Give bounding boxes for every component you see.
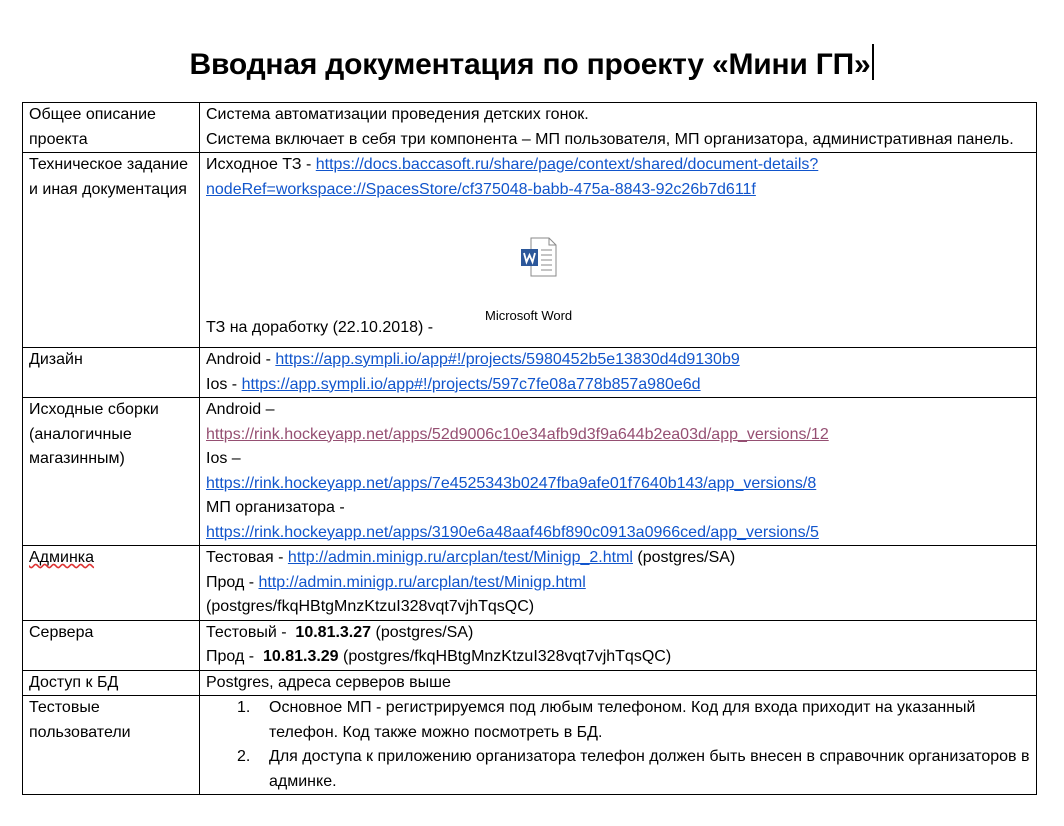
build-android-link[interactable]: https://rink.hockeyapp.net/apps/52d9006c10e34afb9d3f9a644b2ea03d/app_versions/12 — [206, 425, 829, 443]
design-android-link[interactable]: https://app.sympli.io/app#!/projects/5980452b5e13830d4d9130b9 — [275, 351, 740, 368]
row-value-spec — [200, 153, 1037, 348]
documentation-table — [22, 102, 1037, 795]
row-label-admin: Админка — [23, 546, 200, 621]
row-label-general: Общее описание проекта — [23, 103, 200, 153]
row-label-design: Дизайн — [23, 348, 200, 398]
row-label-spec: Техническое задание и иная документация — [23, 153, 200, 348]
spec-link[interactable]: https://docs.baccasoft.ru/share/page/context/shared/document-details?nodeRef=workspace://SpacesStore/cf375048-babb-475a-8843-92c26b7d611f — [206, 156, 819, 198]
build-ios-link[interactable]: https://rink.hockeyapp.net/apps/7e4525343b0247fba9afe01f7640b143/app_versions/8 — [206, 474, 817, 492]
row-value-general — [200, 103, 1037, 153]
document-title: Вводная документация по проекту «Мини ГП» — [0, 44, 1064, 82]
row-label-builds: Исходные сборки (аналогичные магазинным) — [23, 398, 200, 546]
row-value-design: Android - https://app.sympli.io/app#!/projects/5980452b5e13830d4d9130b9 Ios - https://app.sympli.io/app#!/projects/597c7fe08a778b857a980e6d — [200, 348, 1037, 398]
row-label-db: Доступ к БД — [23, 670, 200, 696]
row-value-builds: Android – https://rink.hockeyapp.net/apps/52d9006c10e34afb9d3f9a644b2ea03d/app_versions/12 Ios – https://rink.hockeyapp.net/apps/7e4525343b0247fba9afe01f7640b143/app_versions/8 МП организатора - https://rink.hockeyapp.net/apps/3190e6a48aaf46bf890c0913a0966ced/app_versions/5 — [200, 398, 1037, 546]
table-row — [23, 398, 1037, 546]
test-server-ip: 10.81.3.27 — [295, 623, 372, 641]
list-item: 2. Для доступа к приложению организатора телефон должен быть внесен в справочник организаторов в админке. — [237, 748, 1030, 790]
spec-revision-label: ТЗ на доработку (22.10.2018) - — [206, 319, 434, 336]
row-value-admin: Тестовая - http://admin.minigp.ru/arcplan/test/Minigp_2.html (postgres/SA) Прод - http://admin.minigp.ru/arcplan/test/Minigp.html (postgres/fkqHBtgMnzKtzuI328vqt7vjhTqsQC) — [200, 546, 1037, 621]
list-item: 1. Основное МП - регистрируемся под любым телефоном. Код для входа приходит на указанный телефон. Код также можно посмотреть в БД. — [237, 699, 976, 741]
row-label-servers: Сервера — [23, 620, 200, 670]
admin-prod-credentials: (postgres/fkqHBtgMnzKtzuI328vqt7vjhTqsQC) — [206, 598, 535, 615]
table-row — [23, 348, 1037, 398]
design-ios-link[interactable]: https://app.sympli.io/app#!/projects/597c7fe08a778b857a980e6d — [241, 375, 701, 393]
table-row — [23, 546, 1037, 621]
admin-prod-link[interactable]: http://admin.minigp.ru/arcplan/test/Minigp.html — [258, 573, 586, 591]
text-cursor — [872, 44, 874, 80]
row-value-users — [200, 696, 1037, 795]
table-row — [23, 103, 1037, 153]
row-value-servers: Тестовый - 10.81.3.27 (postgres/SA) Прод - 10.81.3.29 (postgres/fkqHBtgMnzKtzuI328vqt7vjhTqsQC) — [200, 620, 1037, 670]
table-row — [23, 696, 1037, 795]
prod-server-ip: 10.81.3.29 — [262, 648, 339, 665]
table-row — [23, 153, 1037, 348]
word-document-icon[interactable] — [519, 237, 557, 277]
admin-test-link[interactable]: http://admin.minigp.ru/arcplan/test/Minigp_2.html — [287, 549, 633, 566]
table-row — [23, 670, 1037, 696]
general-line-1: Система автоматизации проведения детских гонок. — [206, 106, 589, 123]
spec-prefix: Исходное ТЗ - — [206, 156, 316, 173]
build-organizer-link[interactable]: https://rink.hockeyapp.net/apps/3190e6a48aaf46bf890c0913a0966ced/app_versions/5 — [206, 523, 819, 541]
row-value-db: Postgres, адреса серверов выше — [200, 670, 1037, 696]
embed-label: Microsoft Word — [485, 308, 573, 323]
embedded-document — [206, 202, 1030, 347]
general-line-2: Система включает в себя три компонента – МП пользователя, МП организатора, административная панель. — [206, 130, 1014, 148]
table-row — [23, 620, 1037, 670]
row-label-users: Тестовые пользователи — [23, 696, 200, 795]
